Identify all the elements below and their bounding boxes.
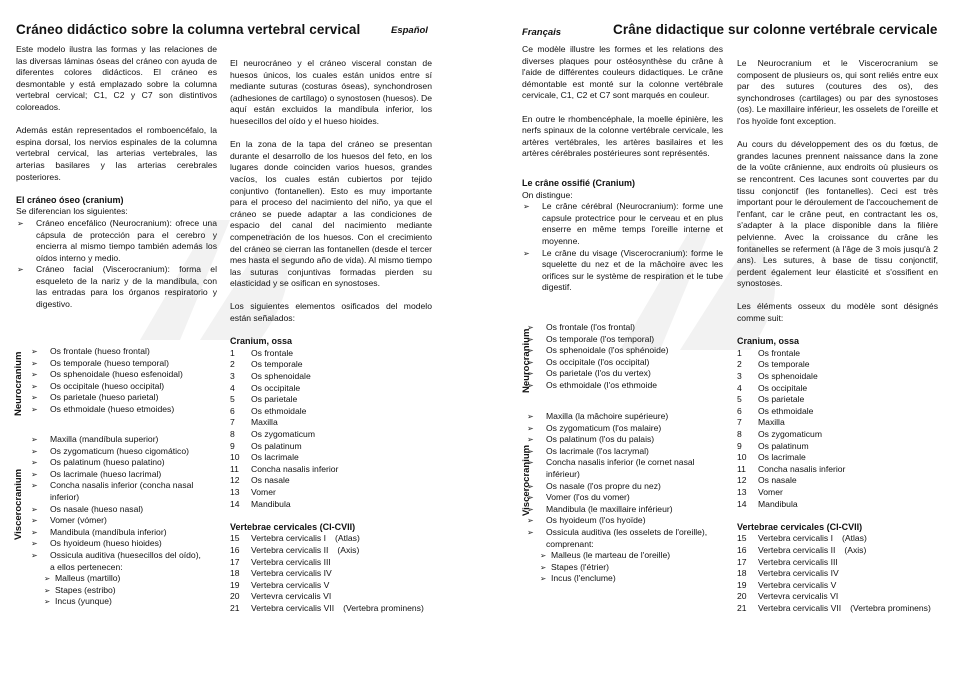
language-label-fr: Français xyxy=(522,27,562,38)
item-number: 9 xyxy=(230,440,235,451)
item-number: 14 xyxy=(230,498,240,509)
section-heading-bony: El cráneo óseo (cranium) xyxy=(16,194,124,205)
cranium-item xyxy=(230,371,432,383)
ossicula-item: ➢ Incus (yunque) xyxy=(44,596,202,608)
viscerocranium-list-fr xyxy=(526,411,714,585)
item-note: (Axis) xyxy=(844,544,867,555)
item-number: 19 xyxy=(737,579,747,590)
intro-paragraph-2: Además están representados el romboencéfalo, la espina dorsal, los nervios espinales de la columna vertebral cervical, las arterias vertebrales, las arterias basilares y las arterias cerebrales posteriores. xyxy=(16,125,217,182)
section-subheading: Se diferencian los siguientes: xyxy=(16,206,128,217)
bony-list xyxy=(522,201,723,294)
item-number: 10 xyxy=(230,452,240,463)
viscerocranium-item: ➢ Os zygomaticum (l'os malaire) xyxy=(526,423,714,435)
neurocranium-label-fr: Neurocranium xyxy=(521,328,532,393)
ossicula-item: ➢ Stapes (l'étrier) xyxy=(540,562,714,574)
item-number: 20 xyxy=(737,591,747,602)
viscerocranium-list-es xyxy=(30,434,202,608)
neurocranium-list-es xyxy=(30,346,220,416)
item-number: 9 xyxy=(737,440,742,451)
item-note: (Vertebra prominens) xyxy=(850,602,931,613)
item-text: Vertebra cervicalis III xyxy=(758,556,838,567)
item-text: Os palatinum xyxy=(251,440,302,451)
item-number: 14 xyxy=(737,498,747,509)
neurocranium-item: ➢ Os occipitale (hueso occipital) xyxy=(30,381,220,393)
item-number: 16 xyxy=(737,544,747,555)
cranium-item xyxy=(737,487,938,499)
cranium-item xyxy=(737,348,938,360)
cranium-item xyxy=(230,417,432,429)
item-text: Vertebra cervicalis V xyxy=(251,579,330,590)
item-text: Mandibula xyxy=(251,498,291,509)
item-number: 4 xyxy=(230,382,235,393)
item-text: Os palatinum xyxy=(758,440,809,451)
cranium-item xyxy=(737,429,938,441)
item-number: 2 xyxy=(230,359,235,370)
item-number: 13 xyxy=(230,486,240,497)
item-number: 18 xyxy=(230,568,240,579)
item-text: Os zygomaticum xyxy=(758,429,822,439)
item-text: Os temporale xyxy=(758,359,810,370)
cranium-item xyxy=(737,406,938,418)
vertebra-item xyxy=(230,557,432,569)
item-text: Os nasale xyxy=(758,475,797,486)
item-text: Vertevra cervicalis VI xyxy=(758,591,839,602)
viscerocranium-item: ➢ Vomer (vómer) xyxy=(30,515,202,527)
item-note: (Vertebra prominens) xyxy=(343,602,424,613)
viscerocranium-item: ➢ Mandibula (mandíbula inferior) xyxy=(30,527,202,539)
intro-paragraph-2: En outre le rhombencéphale, la moelle épinière, les nerfs spinaux de la colonne vertébrale cervicale, les artères vertébrales, les artères basilaires et les artères cérébrales postérieures sont représentés. xyxy=(522,113,723,159)
cranium-item xyxy=(737,475,938,487)
item-text: Os lacrimale xyxy=(251,452,299,463)
cranium-item xyxy=(737,359,938,371)
ossicula-item: ➢ Stapes (estribo) xyxy=(44,585,202,597)
item-number: 11 xyxy=(230,463,239,474)
bony-list-item: ➢ Cráneo encefálico (Neurocranium): ofrece una cápsula de protección para el cerebro y encierra al mismo tiempo también además los oídos interno y medio. xyxy=(16,218,217,264)
cranium-item xyxy=(737,441,938,453)
cranium-heading: Cranium, ossa xyxy=(737,336,800,347)
item-note: (Axis) xyxy=(337,544,360,555)
viscerocranium-item: ➢ Concha nasalis inferior (le cornet nasal inférieur) xyxy=(526,457,714,480)
viscerocranium-item: ➢ Os lacrimale (l'os lacrymal) xyxy=(526,446,714,458)
column-es-2 xyxy=(230,58,432,615)
item-number: 8 xyxy=(737,429,742,439)
item-number: 15 xyxy=(737,533,747,544)
cranium-item xyxy=(230,499,432,511)
vertebra-item xyxy=(737,580,938,592)
item-number: 11 xyxy=(737,463,746,474)
cranium-item xyxy=(230,441,432,453)
bony-list xyxy=(16,218,217,311)
vertebra-item xyxy=(230,603,432,615)
vertebra-item xyxy=(230,580,432,592)
item-text: Os nasale xyxy=(251,475,290,486)
viscerocranium-item: ➢ Maxilla (mandíbula superior) xyxy=(30,434,202,446)
col2-paragraph-3: Los siguientes elementos osificados del modelo están señalados: xyxy=(230,301,432,324)
item-text: Os ethmoidale xyxy=(758,405,814,416)
viscerocranium-label-es: Viscerocranium xyxy=(13,468,24,540)
item-text: Concha nasalis inferior xyxy=(251,463,339,474)
item-number: 1 xyxy=(230,347,235,358)
neurocranium-item: ➢ Os frontale (l'os frontal) xyxy=(526,322,726,334)
item-number: 8 xyxy=(230,429,235,439)
item-text: Vertebra cervicalis II xyxy=(251,544,329,555)
item-text: Vertebra cervicalis V xyxy=(758,579,837,590)
item-text: Os lacrimale xyxy=(758,452,806,463)
neurocranium-item: ➢ Os ethmoidale (hueso etmoides) xyxy=(30,404,220,416)
column-es-1 xyxy=(16,44,217,311)
neurocranium-item: ➢ Os ethmoidale (l'os ethmoide xyxy=(526,380,726,392)
item-text: Vertebra cervicalis VII xyxy=(251,602,335,613)
viscerocranium-item: ➢ Os hyoideum (hueso hioides) xyxy=(30,538,202,550)
item-note: (Atlas) xyxy=(335,533,360,544)
bony-list-item: ➢ Cráneo facial (Viscerocranium): forma el esqueleto de la nariz y de la mandíbula, con las entradas para los órganos respiratorio y digestivo. xyxy=(16,264,217,310)
item-text: Vertebra cervicalis I xyxy=(758,533,833,544)
item-text: Os sphenoidale xyxy=(251,371,311,382)
item-text: Vomer xyxy=(758,486,783,497)
cranium-heading: Cranium, ossa xyxy=(230,336,293,347)
item-number: 12 xyxy=(230,475,240,486)
ossicula-item: ➢ Incus (l'enclume) xyxy=(540,573,714,585)
item-number: 3 xyxy=(230,371,235,382)
vertebra-item xyxy=(737,568,938,580)
item-text: Os sphenoidale xyxy=(758,371,818,382)
viscerocranium-item: ➢ Os lacrimale (hueso lacrimal) xyxy=(30,469,202,481)
viscerocranium-item: ➢ Concha nasalis inferior (concha nasal inferior) xyxy=(30,480,202,503)
cranium-item xyxy=(230,452,432,464)
vertebra-item xyxy=(737,545,938,557)
item-text: Os frontale xyxy=(251,347,294,358)
cranium-item xyxy=(230,464,432,476)
vertebra-item xyxy=(230,591,432,603)
item-number: 1 xyxy=(737,347,742,358)
item-text: Os frontale xyxy=(758,347,801,358)
neurocranium-list-fr xyxy=(526,322,726,392)
item-number: 16 xyxy=(230,544,240,555)
vertebra-item xyxy=(737,557,938,569)
viscerocranium-item: ➢ Ossicula auditiva (huesecillos del oído), a ellos pertenecen: xyxy=(30,550,202,573)
item-number: 5 xyxy=(230,394,235,405)
item-number: 7 xyxy=(230,417,235,428)
item-text: Os occipitale xyxy=(251,382,301,393)
viscerocranium-item: ➢ Os nasale (hueso nasal) xyxy=(30,504,202,516)
bony-list-item: ➢ Le crâne du visage (Viscerocranium): forme le squelette du nez et de la mâchoire avec les orifices sur le système de respiration et le tube digestif. xyxy=(522,248,723,294)
vertebra-item xyxy=(230,545,432,557)
viscerocranium-item: ➢ Os palatinum (hueso palatino) xyxy=(30,457,202,469)
item-text: Os parietale xyxy=(758,394,805,405)
item-text: Os temporale xyxy=(251,359,303,370)
cranium-item xyxy=(737,499,938,511)
neurocranium-item: ➢ Os parietale (hueso parietal) xyxy=(30,392,220,404)
item-number: 10 xyxy=(737,452,747,463)
item-text: Os occipitale xyxy=(758,382,808,393)
viscerocranium-label-fr: Viscerocranium xyxy=(521,444,532,516)
item-text: Concha nasalis inferior xyxy=(758,463,846,474)
neurocranium-item: ➢ Os temporale (l'os temporal) xyxy=(526,334,726,346)
vertebrae-heading: Vertebrae cervicales (CI-CVII) xyxy=(230,521,356,532)
item-text: Os parietale xyxy=(251,394,298,405)
item-text: Vomer xyxy=(251,486,276,497)
section-heading-bony: Le crâne ossifié (Cranium) xyxy=(522,177,636,188)
item-number: 4 xyxy=(737,382,742,393)
item-text: Vertebra cervicalis I xyxy=(251,533,326,544)
cranium-item xyxy=(737,371,938,383)
neurocranium-item: ➢ Os frontale (hueso frontal) xyxy=(30,346,220,358)
ossicula-item: ➢ Malleus (le marteau de l'oreille) xyxy=(540,550,714,562)
vertebra-item xyxy=(737,533,938,545)
item-number: 2 xyxy=(737,359,742,370)
cranium-item xyxy=(230,429,432,441)
column-fr-1 xyxy=(522,44,723,294)
cranium-item xyxy=(230,383,432,395)
viscerocranium-item: ➢ Os hyoideum (l'os hyoïde) xyxy=(526,515,714,527)
viscerocranium-item: ➢ Os zygomaticum (hueso cigomático) xyxy=(30,446,202,458)
cranium-item xyxy=(737,417,938,429)
cranium-item xyxy=(737,383,938,395)
item-text: Vertebra cervicalis IV xyxy=(251,568,332,579)
item-text: Vertebra cervicalis VII xyxy=(758,602,842,613)
ossicula-item: ➢ Malleus (martillo) xyxy=(44,573,202,585)
intro-paragraph-1: Ce modèle illustre les formes et les relations des diverses plaques pour ostéosynthèse du crâne à l'aide de différentes couleurs didactiques. Le crâne démontable est monté sur la colonne vertébrale cervicale, C1, C2 et C7 sont marqués en couleur. xyxy=(522,44,723,101)
item-text: Vertevra cervicalis VI xyxy=(251,591,332,602)
item-number: 18 xyxy=(737,568,747,579)
viscerocranium-item: ➢ Maxilla (la mâchoire supérieure) xyxy=(526,411,714,423)
cranium-item xyxy=(737,452,938,464)
item-text: Vertebra cervicalis III xyxy=(251,556,331,567)
col2-paragraph-2: En la zona de la tapa del cráneo se presentan durante el desarrollo de los huesos del feto, en los lugares donde coinciden varios huesos, grandes vacíos, los cuales están cubiertos por tejido conjuntivo (fontanellen). Esto es muy importante para el proceso del nacimiento del niño, ya que el cráneo se puede adaptar a las condiciones de espacio del canal del nacimiento mediante compenetración de los huesos. Con el crecimiento del cráneo se cierran las fontanellen (desde el tercer mes hasta el segundo año de vida). Al mismo tiempo las suturas conjuntivas formadas pierden su elasticidad y se osifican en synostoses. xyxy=(230,139,432,289)
item-text: Vertebra cervicalis IV xyxy=(758,568,839,579)
item-number: 7 xyxy=(737,417,742,428)
cranium-item xyxy=(230,406,432,418)
vertebra-item xyxy=(737,603,938,615)
cranium-item xyxy=(230,487,432,499)
viscerocranium-item: ➢ Os nasale (l'os propre du nez) xyxy=(526,481,714,493)
cranium-item xyxy=(230,394,432,406)
cranium-item xyxy=(230,475,432,487)
item-note: (Atlas) xyxy=(842,533,867,544)
item-text: Os zygomaticum xyxy=(251,429,315,439)
page-title-fr: Crâne didactique sur colonne vertébrale cervicale xyxy=(613,22,938,37)
item-text: Os ethmoidale xyxy=(251,405,307,416)
item-text: Mandibula xyxy=(758,498,798,509)
item-number: 13 xyxy=(737,486,747,497)
viscerocranium-item: ➢ Ossicula auditiva (les osselets de l'oreille), comprenant: xyxy=(526,527,714,550)
item-number: 17 xyxy=(230,556,240,567)
col2-paragraph-3: Les éléments osseux du modèle sont désignés comme suit: xyxy=(737,301,938,324)
col2-paragraph-2: Au cours du développement des os du fœtus, de grandes lacunes prennent naissance dans la zone de la voûte crânienne, aux endroits où plusieurs os se rencontrent. Ces lacunes sont couvertes par du tissu conjonctif (les fontanelles). Ceci est très important pour le déroulement de l'accouchement de l'enfant, car le crâne peut, en contractant les os, s'adapter à la place disponible dans la filière pelvienne. Avec la croissance du crâne les fontanelles se referment (à l'âge de 3 mois jusqu'à 2 ans). Les sutures, à base de tissu conjonctif, perdent également leur élasticité et s'ossifient en synostoses. xyxy=(737,139,938,289)
item-number: 3 xyxy=(737,371,742,382)
item-number: 6 xyxy=(230,405,235,416)
section-subheading: On distingue: xyxy=(522,189,573,200)
item-number: 19 xyxy=(230,579,240,590)
viscerocranium-item: ➢ Vomer (l'os du vomer) xyxy=(526,492,714,504)
vertebra-item xyxy=(737,591,938,603)
item-number: 6 xyxy=(737,405,742,416)
neurocranium-label-es: Neurocranium xyxy=(13,351,24,416)
item-number: 12 xyxy=(737,475,747,486)
neurocranium-item: ➢ Os parietale (l'os du vertex) xyxy=(526,368,726,380)
column-fr-2 xyxy=(737,58,938,615)
vertebrae-heading: Vertebrae cervicales (CI-CVII) xyxy=(737,521,863,532)
item-text: Maxilla xyxy=(758,417,785,428)
neurocranium-item: ➢ Os occipitale (l'os occipital) xyxy=(526,357,726,369)
neurocranium-item: ➢ Os sphenoidale (l'os sphénoide) xyxy=(526,345,726,357)
item-number: 15 xyxy=(230,533,240,544)
col2-paragraph-1: Le Neurocranium et le Viscerocranium se composent de plusieurs os, qui sont reliés entre eux par des sutures (coutures des os), des synchondroses (cartilages) ou par des synostoses (os). Le maxillaire inférieur, les osselets de l'oreille et l'os hyoïde font exception. xyxy=(737,58,938,126)
vertebra-item xyxy=(230,533,432,545)
item-number: 5 xyxy=(737,394,742,405)
vertebra-item xyxy=(230,568,432,580)
item-text: Vertebra cervicalis II xyxy=(758,544,836,555)
bony-list-item: ➢ Le crâne cérébral (Neurocranium): forme une capsule protectrice pour le cerveau et en plus enserre en même temps l'oreille interne et moyenne. xyxy=(522,201,723,247)
item-number: 17 xyxy=(737,556,747,567)
item-text: Maxilla xyxy=(251,417,278,428)
cranium-item xyxy=(737,464,938,476)
cranium-item xyxy=(230,359,432,371)
viscerocranium-item: ➢ Mandibula (le maxillaire inférieur) xyxy=(526,504,714,516)
neurocranium-item: ➢ Os sphenoidale (hueso esfenoidal) xyxy=(30,369,220,381)
neurocranium-item: ➢ Os temporale (hueso temporal) xyxy=(30,358,220,370)
col2-paragraph-1: El neurocráneo y el cráneo visceral constan de huesos únicos, los cuales están unidos entre sí mediante suturas (costuras óseas), synchondrosen (adhesiones de cartílago) o synostosen (huesos). De aquí están excluidos la mandíbula inferior, los huesecillos del oído y el hueso hioides. xyxy=(230,58,432,126)
cranium-item xyxy=(230,348,432,360)
page-title-es: Cráneo didáctico sobre la columna vertebral cervical xyxy=(16,22,361,37)
language-label-es: Español xyxy=(391,25,428,36)
item-number: 21 xyxy=(230,602,240,613)
item-number: 20 xyxy=(230,591,240,602)
viscerocranium-item: ➢ Os palatinum (l'os du palais) xyxy=(526,434,714,446)
item-number: 21 xyxy=(737,602,747,613)
intro-paragraph-1: Este modelo ilustra las formas y las relaciones de las diversas láminas óseas del cráneo con ayuda de diferentes colores didácticos. El cráneo es desmontable y está emplazado sobre la columna vertebral cervical; C1, C2 y C7 son distintivos coloreados. xyxy=(16,44,217,112)
cranium-item xyxy=(737,394,938,406)
